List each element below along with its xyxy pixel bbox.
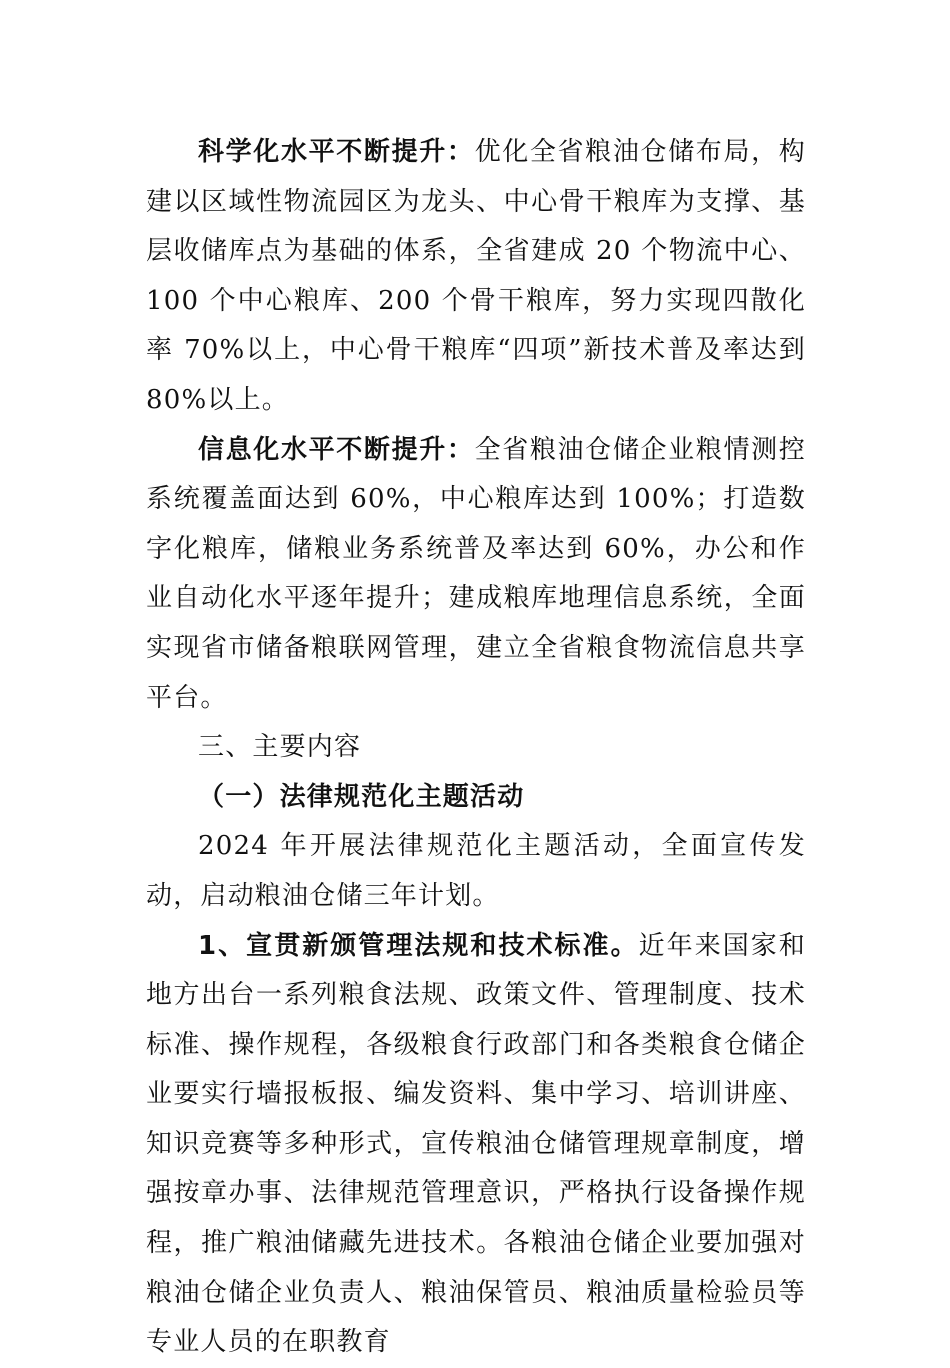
document-body [146, 128, 806, 1368]
section-heading: 三、主要内容 [198, 732, 362, 763]
paragraph-text: 全省粮油仓储企业粮情测控系统覆盖面达到 60%，中心粮库达到 100%；打造数字化粮库，储粮业务系统普及率达到 60%，办公和作业自动化水平逐年提升；建成粮库地理信息系统，全面实现省市储备粮联网管理，建立全省粮食物流信息共享平台。 [146, 434, 806, 713]
paragraph-lead: 科学化水平不断提升： [198, 137, 475, 167]
paragraph-lead: 信息化水平不断提升： [198, 434, 475, 465]
paragraph-regulations [146, 922, 806, 1368]
subsection-heading: （一）法律规范化主题活动 [198, 781, 525, 812]
paragraph-lead: 1、宣贯新颁管理法规和技术标准。 [198, 930, 639, 961]
paragraph-text: 优化全省粮油仓储布局，构建以区域性物流园区为龙头、中心骨干粮库为支撑、基层收储库点为基础的体系，全省建成 20 个物流中心、100 个中心粮库、200 个骨干粮库，努力实现四散化率 70%以上，中心骨干粮库“四项”新技术普及率达到 80%以上。 [146, 137, 806, 415]
paragraph-activity-intro: 2024 年开展法律规范化主题活动，全面宣传发动，启动粮油仓储三年计划。 [146, 831, 806, 911]
paragraph-information-level [146, 426, 806, 724]
paragraph-scientific-level [146, 128, 806, 426]
paragraph-text: 近年来国家和地方出台一系列粮食法规、政策文件、管理制度、技术标准、操作规程，各级粮食行政部门和各类粮食仓储企业要实行墙报板报、编发资料、集中学习、培训讲座、知识竞赛等多种形式，宣传粮油仓储管理规章制度，增强按章办事、法律规范管理意识，严格执行设备操作规程，推广粮油储藏先进技术。各粮油仓储企业要加强对粮油仓储企业负责人、粮油保管员、粮油质量检验员等专业人员的在职教育 [146, 930, 806, 1358]
